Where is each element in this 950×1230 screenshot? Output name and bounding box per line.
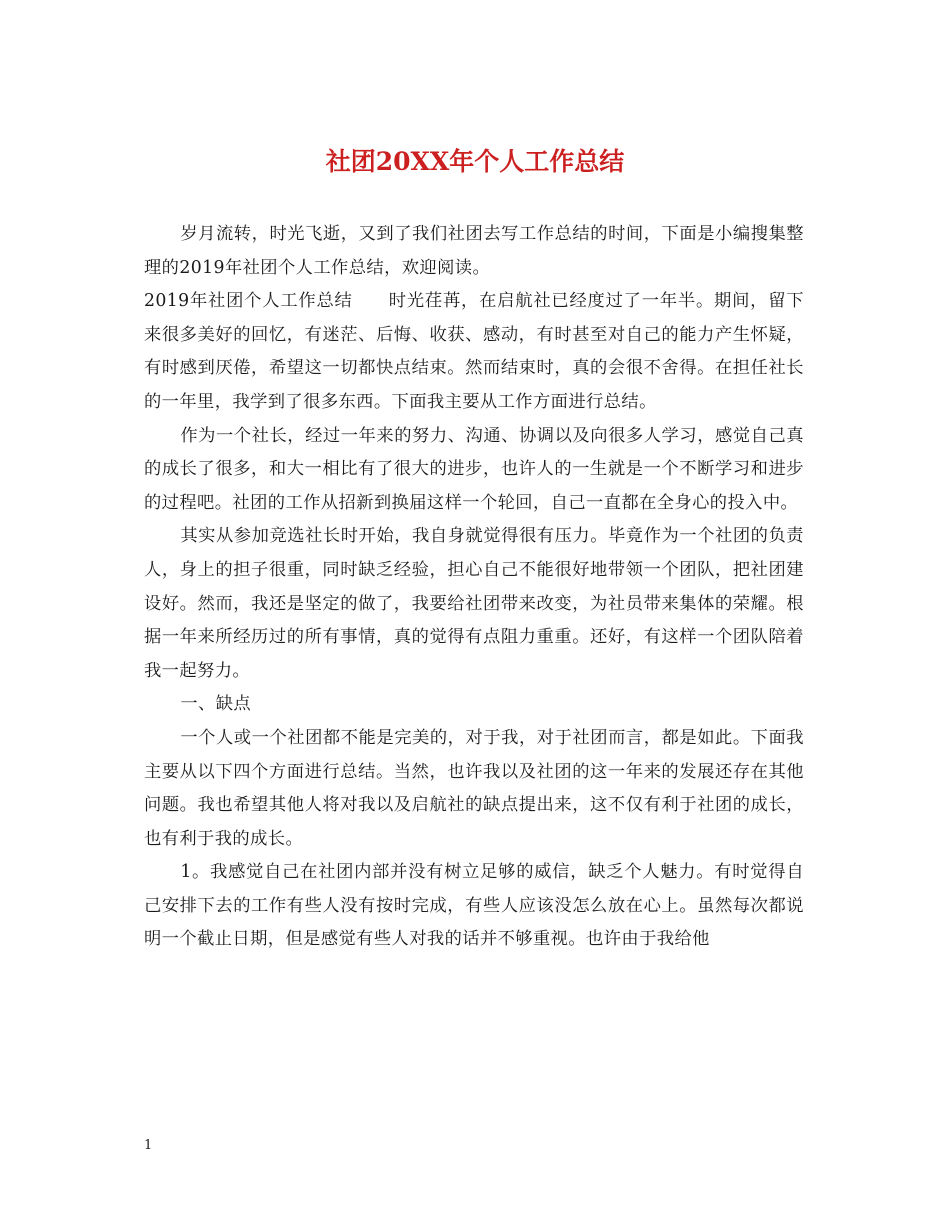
paragraph-shortcomings-intro: 一个人或一个社团都不能是完美的，对于我，对于社团而言，都是如此。下面我主要从以下四个方面进行总结。当然，也许我以及社团的这一年来的发展还存在其他问题。我也希望其他人将对我以及启航社的缺点提出来，这不仅有利于社团的成长，也有利于我的成长。	[144, 727, 804, 849]
document-title: 社团20XX年个人工作总结	[325, 147, 625, 176]
page-number: 1	[144, 1138, 153, 1153]
document-body	[144, 218, 804, 957]
paragraph-summary-heading: 2019年社团个人工作总结 时光荏苒，在启航社已经度过了一年半。期间，留下来很多美好的回忆，有迷茫、后悔、收获、感动，有时甚至对自己的能力产生怀疑，有时感到厌倦，希望这一切都快点结束。然而结束时，真的会很不舍得。在担任社长的一年里，我学到了很多东西。下面我主要从工作方面进行总结。	[144, 291, 804, 412]
section-heading-shortcomings: 一、缺点	[180, 694, 252, 715]
paragraph-intro: 岁月流转，时光飞逝，又到了我们社团去写工作总结的时间，下面是小编搜集整理的2019年社团个人工作总结，欢迎阅读。	[144, 224, 804, 278]
paragraph-growth: 作为一个社长，经过一年来的努力、沟通、协调以及向很多人学习，感觉自己真的成长了很多，和大一相比有了很大的进步，也许人的一生就是一个不断学习和进步的过程吧。社团的工作从招新到换届这样一个轮回，自己一直都在全身心的投入中。	[144, 425, 804, 513]
paragraph-pressure: 其实从参加竞选社长时开始，我自身就觉得很有压力。毕竟作为一个社团的负责人，身上的担子很重，同时缺乏经验，担心自己不能很好地带领一个团队，把社团建设好。然而，我还是坚定的做了，我要给社团带来改变，为社员带来集体的荣耀。根据一年来所经历过的所有事情，真的觉得有点阻力重重。还好，有这样一个团队陪着我一起努力。	[144, 526, 804, 681]
paragraph-point-1: 1。我感觉自己在社团内部并没有树立足够的威信，缺乏个人魅力。有时觉得自己安排下去的工作有些人没有按时完成，有些人应该没怎么放在心上。虽然每次都说明一个截止日期，但是感觉有些人对我的话并不够重视。也许由于我给他	[144, 862, 804, 950]
